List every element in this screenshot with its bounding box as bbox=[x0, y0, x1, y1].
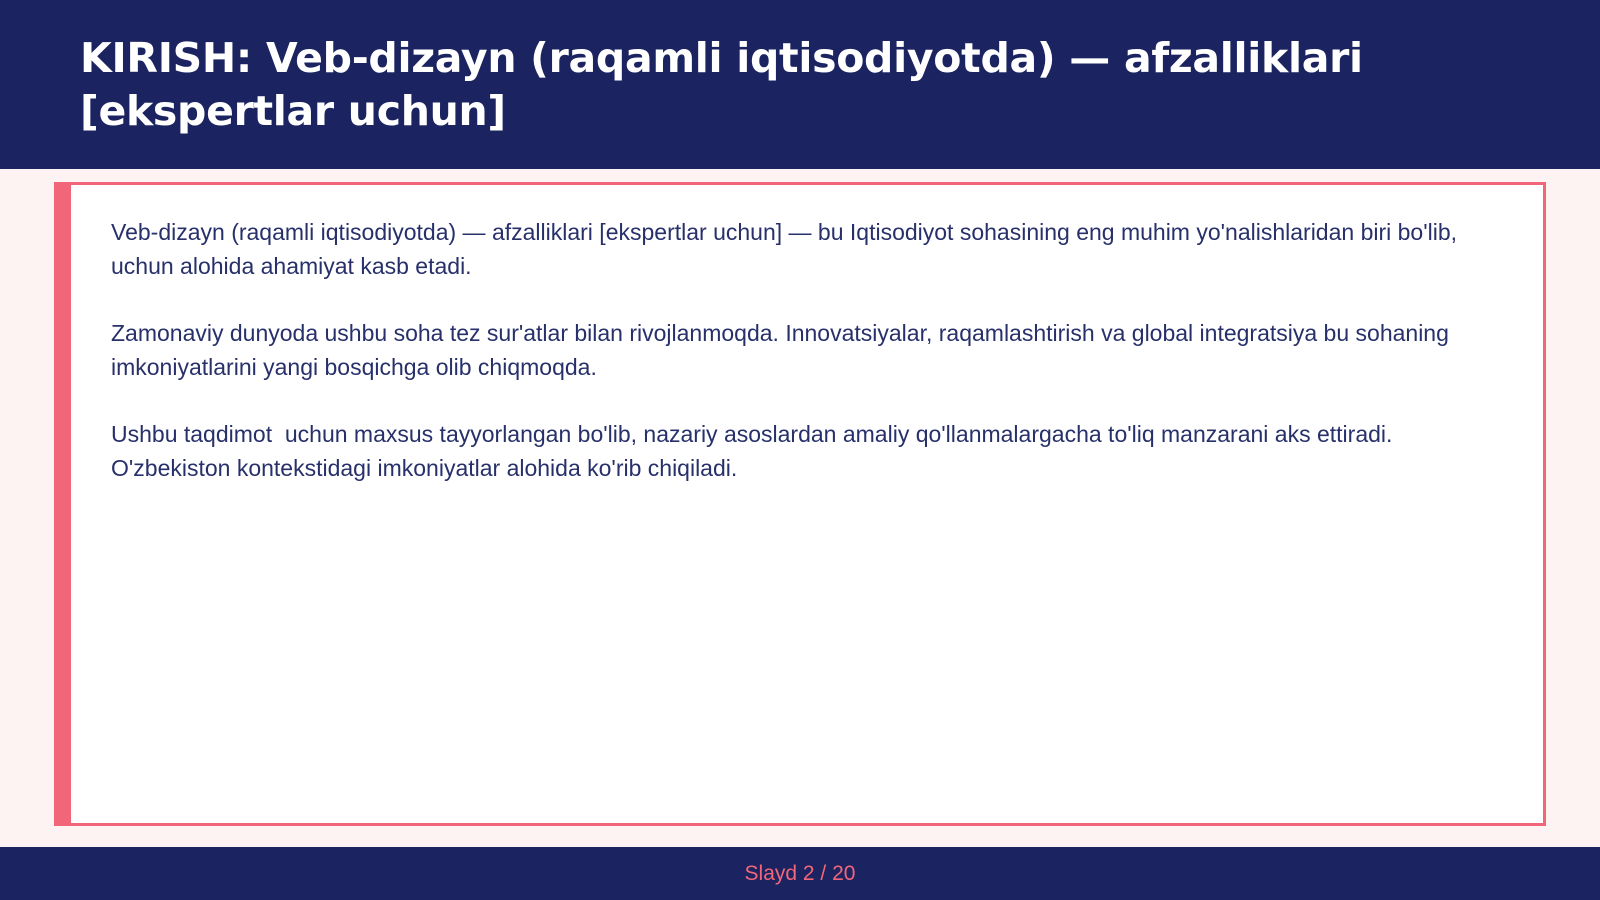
modern-world-paragraph: Zamonaviy dunyoda ushbu soha tez sur'atlar bilan rivojlanmoqda. Innovatsiyalar, raqamlashtirish va global integratsiya bu sohaning imkoniyatlarini yangi bosqichga olib chiqmoqda. bbox=[111, 320, 1456, 380]
intro-paragraph: Veb-dizayn (raqamli iqtisodiyotda) — afzalliklari [ekspertlar uchun] — bu Iqtisodiyot sohasining eng muhim yo'nalishlaridan biri bo'lib, uchun alohida ahamiyat kasb etadi. bbox=[111, 219, 1470, 279]
slide-title: KIRISH: Veb-dizayn (raqamli iqtisodiyotda) — afzalliklari [ekspertlar uchun] bbox=[80, 34, 1363, 135]
slide-footer bbox=[0, 847, 1600, 900]
slide-header bbox=[0, 0, 1600, 169]
presentation-scope-paragraph: Ushbu taqdimot uchun maxsus tayyorlangan bo'lib, nazariy asoslardan amaliy qo'llanmalargacha to'liq manzarani aks ettiradi. O'zbekiston kontekstidagi imkoniyatlar alohida ko'rib chiqiladi. bbox=[111, 421, 1399, 481]
content-card bbox=[54, 182, 1546, 826]
slide-counter: Slayd 2 / 20 bbox=[744, 861, 856, 885]
